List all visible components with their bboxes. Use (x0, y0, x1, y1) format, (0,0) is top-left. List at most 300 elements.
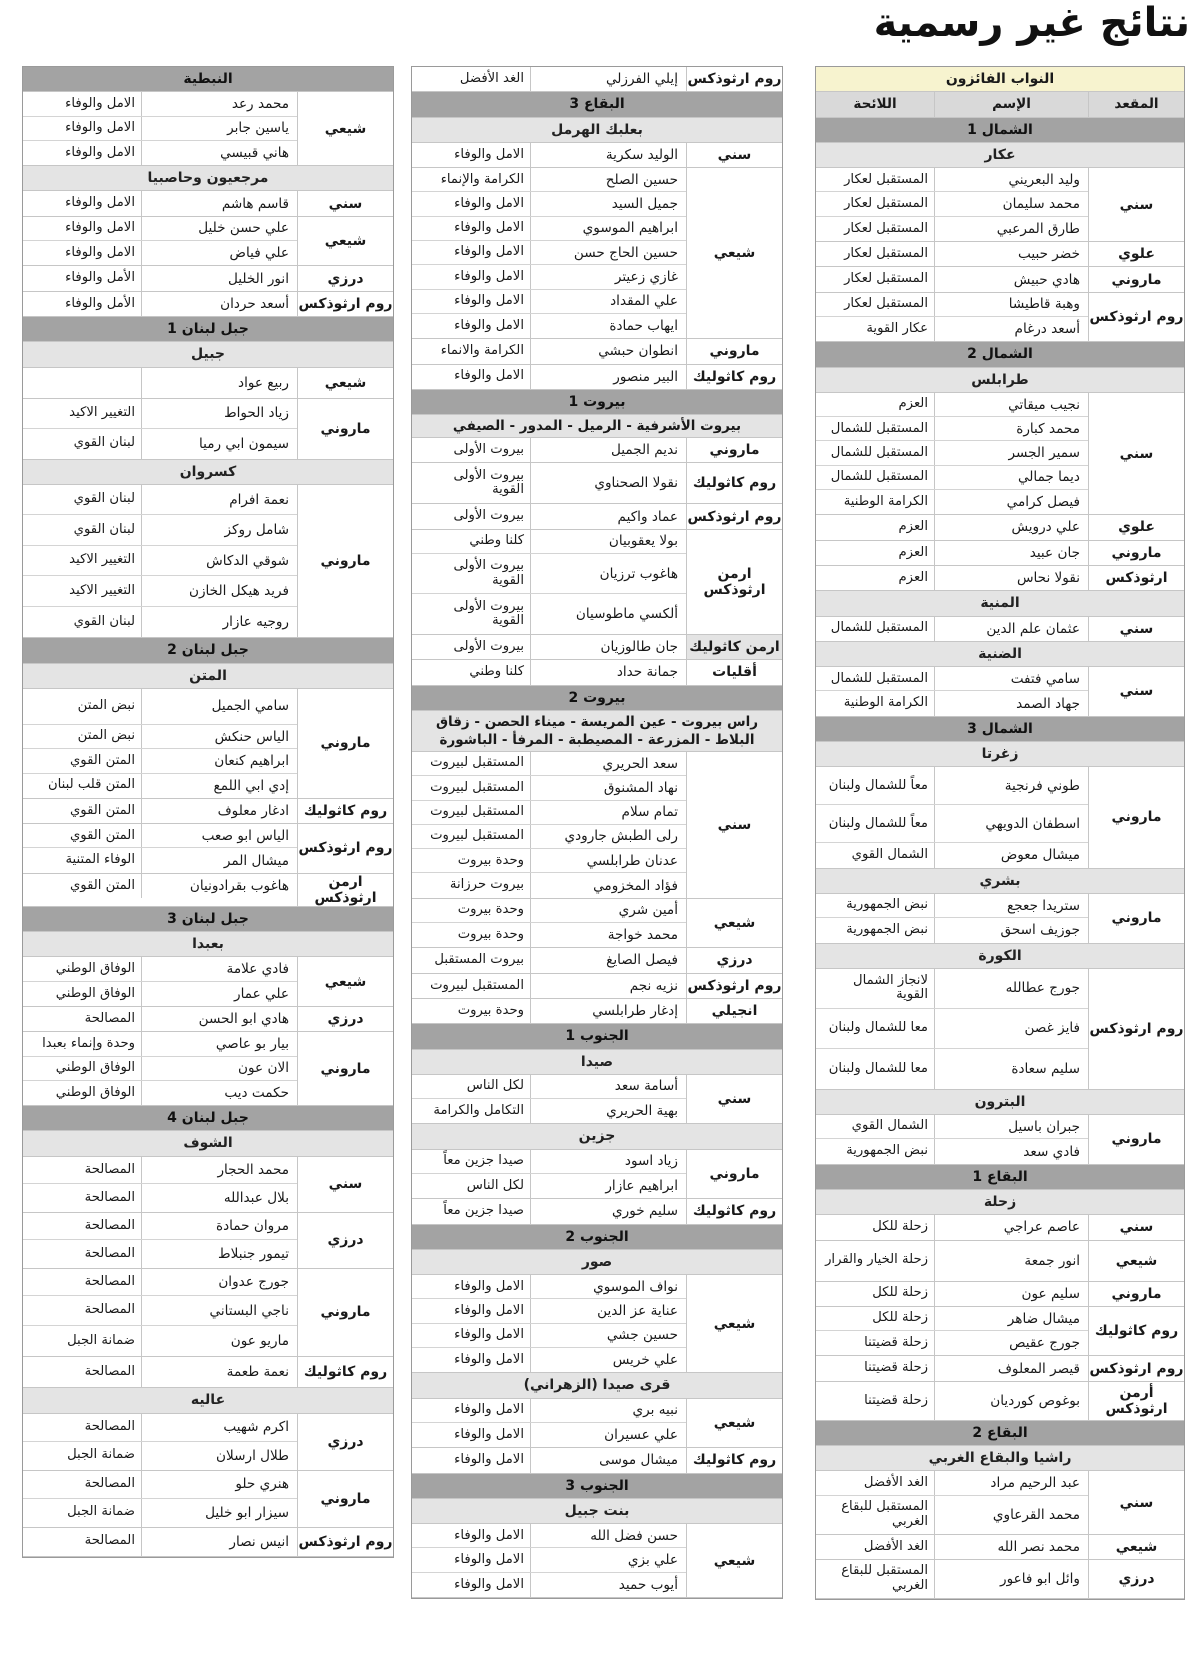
sect-label: روم كاثوليك (686, 463, 782, 503)
list-name: ضمانة الجبل (67, 1332, 135, 1348)
winner-row (23, 799, 297, 823)
winner-row (816, 805, 1088, 843)
candidate-name: محمد كبارة (934, 417, 1088, 440)
sect-label: سني (686, 1075, 782, 1124)
list-name: الامل والوفاء (454, 195, 524, 211)
candidate-name: ياسين جابر (141, 117, 297, 140)
winner-row (412, 1324, 686, 1348)
candidate-name: ماريو عون (141, 1326, 297, 1356)
list-name: المستقبل لعكار (844, 296, 928, 312)
list-name: المستقبل لعكار (844, 171, 928, 187)
list-name: زحلة قضيتنا (864, 1360, 928, 1376)
candidate-name: انيس نصار (141, 1528, 297, 1556)
list-name: التغيير الاكيد (69, 582, 135, 598)
list-name: المصالحة (84, 1533, 135, 1549)
district-header: جبل لبنان 2 (23, 638, 393, 663)
list-name: لبنان القوي (73, 521, 135, 537)
list-name: بيروت حرزانة (449, 877, 524, 893)
winner-row (23, 1442, 297, 1470)
candidate-name: جميل السيد (530, 192, 686, 215)
candidate-name: ايهاب حمادة (530, 314, 686, 338)
sect-label: ماروني (1088, 267, 1184, 291)
sect-label: سني (297, 191, 393, 215)
candidate-name: هنري حلو (141, 1471, 297, 1498)
winner-row (412, 265, 686, 289)
seat-group (412, 974, 782, 999)
sect-label: شيعي (297, 957, 393, 1006)
area-header: كسروان (23, 460, 393, 485)
winner-row (23, 117, 297, 141)
winner-row (816, 566, 1088, 590)
seat-group (412, 365, 782, 390)
winner-row (412, 1348, 686, 1372)
winner-row (816, 466, 1088, 490)
candidate-name: روجيه عازار (141, 607, 297, 638)
list-name: المصالحة (84, 1302, 135, 1318)
sect-label: ماروني (686, 339, 782, 363)
list-name: الامل والوفاء (454, 220, 524, 236)
area-header: بيروت الأشرفية - الرميل - المدور - الصيفي (412, 415, 782, 438)
candidate-name: عناية عز الدين (530, 1299, 686, 1322)
candidate-name: نعمة افرام (141, 485, 297, 515)
candidate-name: نبيه بري (530, 1399, 686, 1422)
seat-group (23, 1528, 393, 1557)
winner-row (412, 899, 686, 923)
winner-row (23, 874, 297, 898)
area-header: جبيل (23, 342, 393, 367)
winner-row (412, 801, 686, 825)
candidate-name: ميشال المر (141, 848, 297, 872)
sect-label: روم ارثوذكس (1088, 293, 1184, 342)
results-column-right (815, 66, 1185, 1600)
winner-row (412, 752, 686, 776)
list-name: المصالحة (84, 1475, 135, 1491)
sect-label: درزي (297, 1213, 393, 1268)
list-name: الامل والوفاء (454, 1452, 524, 1468)
list-name: المتن القوي (69, 827, 135, 843)
winner-row (816, 1049, 1088, 1089)
district-header: بيروت 1 (412, 390, 782, 415)
candidate-name: نقولا نحاس (934, 566, 1088, 590)
sect-label: شيعي (686, 899, 782, 948)
candidate-name: جورج عدوان (141, 1269, 297, 1296)
candidate-name: وليد البعريني (934, 168, 1088, 191)
list-name: الوفاق الوطني (55, 1059, 135, 1075)
list-name: الامل والوفاء (454, 1551, 524, 1567)
candidate-name: تيمور جنبلاط (141, 1240, 297, 1268)
winner-row (23, 266, 297, 290)
list-name: بيروت الأولى القوية (453, 598, 524, 629)
seat-group (412, 339, 782, 364)
seat-group (412, 1448, 782, 1473)
sect-label: أقليات (686, 660, 782, 684)
winner-row (816, 1139, 1088, 1163)
winner-row (23, 1032, 297, 1056)
candidate-name: ناجي البستاني (141, 1296, 297, 1325)
winner-row (816, 1382, 1088, 1420)
list-name: الامل والوفاء (454, 146, 524, 162)
winner-row (412, 1423, 686, 1447)
list-name: الغد الأفضل (863, 1538, 928, 1554)
winner-row (23, 1213, 297, 1241)
sect-label: شيعي (686, 1275, 782, 1372)
list-name: معا للشمال ولبنان (828, 1020, 928, 1036)
seat-group (23, 689, 393, 799)
sect-label: سني (686, 143, 782, 167)
candidate-name: طلال ارسلان (141, 1442, 297, 1470)
seat-group (816, 894, 1184, 944)
winner-row (412, 143, 686, 167)
winner-row (816, 894, 1088, 918)
list-name: لانجاز الشمال القوية (853, 972, 928, 1003)
sect-label: روم كاثوليك (686, 1199, 782, 1223)
seat-group (816, 617, 1184, 642)
winner-row (412, 849, 686, 873)
candidate-name: ديما جمالي (934, 466, 1088, 489)
winner-row (412, 635, 686, 659)
candidate-name: جوزيف اسحق (934, 918, 1088, 942)
candidate-name: هاغوب بقرادونيان (141, 874, 297, 898)
sect-label: درزي (297, 266, 393, 290)
sect-label: درزي (1088, 1560, 1184, 1598)
list-name: الامل والوفاء (454, 368, 524, 384)
area-header: الضنية (816, 642, 1184, 667)
sect-label: سني (297, 1157, 393, 1212)
seat-group (23, 1357, 393, 1388)
winner-row (23, 607, 297, 638)
list-name: المستقبل لعكار (844, 220, 928, 236)
list-name: العزم (898, 544, 928, 560)
district-header: الشمال 3 (816, 717, 1184, 742)
seat-group (412, 635, 782, 660)
list-name: العزم (898, 569, 928, 585)
candidate-name: سيزار ابو خليل (141, 1499, 297, 1527)
candidate-name: زياد اسود (530, 1150, 686, 1173)
candidate-name: خضر حبيب (934, 242, 1088, 266)
winner-row (23, 1499, 297, 1527)
list-name: الأمل والوفاء (65, 270, 135, 286)
candidate-name: مروان حمادة (141, 1213, 297, 1240)
candidate-name: إدغار طرابلسي (530, 999, 686, 1023)
winner-row (412, 923, 686, 947)
winner-row (23, 1326, 297, 1356)
candidate-name: فريد هيكل الخازن (141, 576, 297, 606)
candidate-name: محمد رعد (141, 92, 297, 115)
sect-label: سني (1088, 393, 1184, 514)
sect-label: انجيلي (686, 999, 782, 1023)
winner-row (816, 1115, 1088, 1139)
list-name: المتن القوي (69, 752, 135, 768)
winner-row (23, 241, 297, 265)
winner-row (23, 1357, 297, 1387)
list-name: زحلة للكل (872, 1310, 928, 1326)
winner-row (412, 1524, 686, 1548)
winner-row (23, 1157, 297, 1185)
seat-group (816, 1471, 1184, 1534)
area-header: جزين (412, 1124, 782, 1149)
candidate-name: حكمت ديب (141, 1081, 297, 1105)
winner-row (23, 1184, 297, 1212)
winner-row (23, 1269, 297, 1297)
list-name: الامل والوفاء (454, 293, 524, 309)
list-name: المصالحة (84, 1273, 135, 1289)
seat-group (816, 1382, 1184, 1421)
sect-label: روم كاثوليك (1088, 1307, 1184, 1356)
candidate-name: البير منصور (530, 365, 686, 389)
candidate-name: جان طالوزيان (530, 635, 686, 659)
list-name: الامل والوفاء (454, 317, 524, 333)
list-name: الامل والوفاء (65, 220, 135, 236)
candidate-name: جورج عقيص (934, 1331, 1088, 1355)
winner-row (23, 848, 297, 872)
list-name: وحدة بيروت (457, 902, 524, 918)
list-name: الشمال القوي (851, 847, 928, 863)
winner-row (23, 957, 297, 981)
list-name: معا للشمال ولبنان (828, 1060, 928, 1076)
winner-row (23, 774, 297, 798)
candidate-name: الوليد سكرية (530, 143, 686, 167)
winner-row (412, 825, 686, 849)
candidate-name: محمد الحجار (141, 1157, 297, 1184)
candidate-name: إدي ابي اللمع (141, 774, 297, 798)
list-name: نبض الجمهورية (846, 922, 928, 938)
candidate-name: جهاد الصمد (934, 691, 1088, 715)
winner-row (816, 293, 1088, 317)
district-header: البقاع 3 (412, 92, 782, 117)
seat-group (23, 799, 393, 824)
candidate-name: الياس حنكش (141, 725, 297, 748)
list-name: الامل والوفاء (65, 195, 135, 211)
winner-row (23, 399, 297, 429)
list-name: الامل والوفاء (65, 144, 135, 160)
list-name: بيروت الأولى (453, 508, 524, 524)
candidate-name: انور الخليل (141, 266, 297, 290)
sect-label: شيعي (686, 1399, 782, 1448)
list-name: الوفاق الوطني (55, 1084, 135, 1100)
seat-group (23, 217, 393, 267)
winner-row (816, 1560, 1088, 1598)
sect-label: سني (1088, 617, 1184, 641)
winner-row (816, 1282, 1088, 1306)
list-name: الامل والوفاء (65, 95, 135, 111)
winner-row (412, 974, 686, 998)
seat-group (412, 1524, 782, 1598)
seat-group (816, 293, 1184, 343)
area-header: المتن (23, 664, 393, 689)
candidate-name: قيصر المعلوف (934, 1356, 1088, 1380)
winner-row (23, 92, 297, 116)
seat-group (412, 948, 782, 973)
candidate-name: ميشال معوض (934, 843, 1088, 867)
sect-label: سني (1088, 168, 1184, 241)
list-name: المصالحة (84, 1418, 135, 1434)
sect-label: درزي (686, 948, 782, 972)
candidate-name: ميشال موسى (530, 1448, 686, 1472)
winner-row (412, 948, 686, 972)
winner-row (23, 515, 297, 546)
list-name: الامل والوفاء (454, 1327, 524, 1343)
list-name: المستقبل للشمال (830, 469, 928, 485)
sect-label: روم كاثوليك (297, 799, 393, 823)
list-name: زحلة الخيار والقرار (825, 1252, 928, 1268)
list-name: المستقبل للبقاع الغربي (841, 1499, 928, 1529)
list-name: الكرامة والانماء (440, 343, 524, 359)
area-header: الشوف (23, 1131, 393, 1156)
district-header: جبل لبنان 4 (23, 1106, 393, 1131)
list-name: الامل والوفاء (454, 1527, 524, 1543)
seat-group (412, 1275, 782, 1373)
sect-label: درزي (297, 1007, 393, 1031)
candidate-name: طوني فرنجية (934, 767, 1088, 804)
seat-group (23, 399, 393, 460)
candidate-name: أسعد درغام (934, 317, 1088, 341)
winner-row (816, 969, 1088, 1009)
winner-row (816, 1535, 1088, 1559)
winner-row (412, 1399, 686, 1423)
list-name: نبض المتن (77, 698, 135, 714)
list-name: لبنان القوي (73, 613, 135, 629)
sect-label: ماروني (1088, 1282, 1184, 1306)
winner-row (816, 515, 1088, 539)
sect-label: شيعي (297, 92, 393, 165)
area-header: راشيا والبقاع الغربي (816, 1446, 1184, 1471)
winner-row (412, 438, 686, 462)
sect-label: شيعي (297, 217, 393, 266)
district-header: الجنوب 1 (412, 1024, 782, 1049)
list-name: الكرامة الوطنية (843, 493, 928, 509)
seat-group (23, 957, 393, 1007)
list-name: المتن القوي (69, 802, 135, 818)
sect-label: سني (1088, 1471, 1184, 1533)
candidate-name: هادي ابو الحسن (141, 1007, 297, 1031)
seat-group (23, 1213, 393, 1269)
candidate-name: جبران باسيل (934, 1115, 1088, 1138)
list-name: معاً للشمال ولبنان (828, 815, 928, 831)
winner-row (816, 441, 1088, 465)
sect-label: ماروني (297, 689, 393, 798)
candidate-name: زياد الحواط (141, 399, 297, 428)
candidate-name: نهاد المشنوق (530, 776, 686, 799)
candidate-name: سليم سعادة (934, 1049, 1088, 1089)
candidate-name: سليم خوري (530, 1199, 686, 1223)
list-name: كلنا وطني (469, 664, 524, 680)
sect-label: ماروني (297, 399, 393, 459)
candidate-name: الان عون (141, 1057, 297, 1080)
list-name: المصالحة (84, 1161, 135, 1177)
candidate-name: عثمان علم الدين (934, 617, 1088, 641)
candidate-name: علي فياض (141, 241, 297, 265)
list-name: الوفاق الوطني (55, 985, 135, 1001)
winner-row (23, 141, 297, 165)
sect-label: درزي (297, 1414, 393, 1470)
candidate-name: ميشال ضاهر (934, 1307, 1088, 1330)
district-header: بيروت 2 (412, 686, 782, 711)
seat-group (816, 1535, 1184, 1560)
list-name: التغيير الاكيد (69, 404, 135, 420)
sect-label: علوي (1088, 515, 1184, 539)
candidate-name: غازي زعيتر (530, 265, 686, 288)
seat-group (23, 485, 393, 639)
candidate-name: ستريدا جعجع (934, 894, 1088, 917)
header-list: اللائحة (853, 95, 897, 112)
winner-row (23, 217, 297, 241)
list-name: لكل الناس (466, 1078, 524, 1094)
winner-row (816, 242, 1088, 266)
winner-row (23, 1081, 297, 1105)
district-header: جبل لبنان 3 (23, 907, 393, 932)
candidate-name: محمد سليمان (934, 192, 1088, 215)
winner-row (412, 1573, 686, 1597)
candidate-name: حسين الصلح (530, 168, 686, 191)
candidate-name: سعد الحريري (530, 752, 686, 775)
candidate-name: أيوب حميد (530, 1573, 686, 1597)
candidate-name: بهية الحريري (530, 1099, 686, 1123)
candidate-name: محمد القرعاوي (934, 1496, 1088, 1534)
list-name: زحلة قضيتنا (864, 1335, 928, 1351)
sect-label: روم ارثوذكس (686, 504, 782, 528)
winner-row (412, 192, 686, 216)
winner-row (23, 1240, 297, 1268)
candidate-name: طارق المرعبي (934, 217, 1088, 241)
list-name: العزم (898, 396, 928, 412)
winner-row (816, 1307, 1088, 1331)
list-name: عكار القوية (866, 320, 928, 336)
winner-row (412, 365, 686, 389)
results-column-left (22, 66, 394, 1558)
seat-group (816, 1356, 1184, 1381)
candidate-name: انطوان حبشي (530, 339, 686, 363)
list-name: المستقبل لعكار (844, 195, 928, 211)
list-name: نبض الجمهورية (846, 1143, 928, 1159)
area-header: المنية (816, 591, 1184, 616)
seat-group (23, 1471, 393, 1528)
seat-group (23, 368, 393, 399)
sect-label: ماروني (1088, 767, 1184, 867)
winner-row (23, 546, 297, 577)
list-name: المستقبل للشمال (830, 420, 928, 436)
district-header: جبل لبنان 1 (23, 317, 393, 342)
winner-row (412, 660, 686, 684)
district-header: الشمال 1 (816, 118, 1184, 143)
seat-group (23, 1007, 393, 1032)
seat-group (816, 667, 1184, 717)
list-name: الامل والوفاء (454, 1402, 524, 1418)
seat-group (23, 1269, 393, 1358)
candidate-name: سامي الجميل (141, 689, 297, 724)
candidate-name: هاغوب ترزيان (530, 554, 686, 593)
seat-group (23, 1414, 393, 1471)
seat-group (412, 143, 782, 168)
winner-row (816, 192, 1088, 216)
list-name: المصالحة (84, 1189, 135, 1205)
winner-row (412, 1199, 686, 1223)
seat-group (412, 504, 782, 529)
list-name: لكل الناس (466, 1177, 524, 1193)
winner-row (23, 1007, 297, 1031)
area-header: بشري (816, 869, 1184, 894)
winner-row (23, 368, 297, 398)
winner-row (23, 292, 297, 316)
candidate-name: وائل ابو فاعور (934, 1560, 1088, 1598)
candidate-name: ربيع عواد (141, 368, 297, 398)
winner-row (816, 667, 1088, 691)
header-seat: المقعد (1088, 92, 1184, 116)
seat-group (412, 1399, 782, 1449)
candidate-name: وهبة قاطيشا (934, 293, 1088, 316)
sect-label: ماروني (297, 1032, 393, 1105)
list-name: الامل والوفاء (65, 119, 135, 135)
winner-row (816, 1009, 1088, 1049)
